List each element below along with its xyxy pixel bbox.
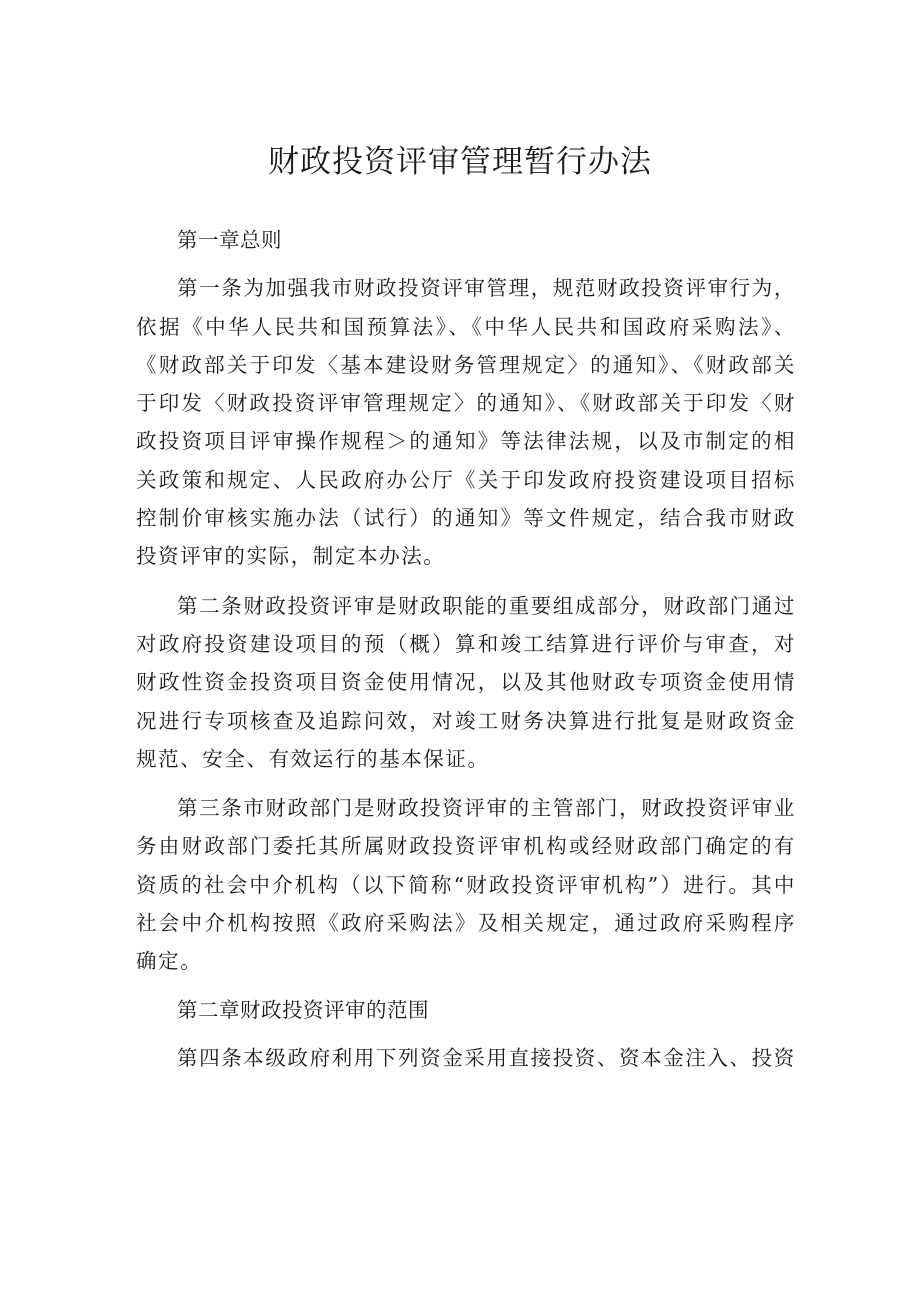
chapter-2-heading: 第二章财政投资评审的范围 (177, 997, 429, 1022)
document-title: 财政投资评审管理暂行办法 (268, 144, 652, 180)
document-body (136, 221, 796, 1077)
chapter-1-heading: 第一章总则 (177, 228, 282, 252)
article-1: 第一条为加强我市财政投资评审管理，规范财政投资评审行为，依据《中华人民共和国预算法》、《中华人民共和国政府采购法》、《财政部关于印发〈基本建设财务管理规定〉的通知》、《财政部关于印发〈财政投资评审管理规定〉的通知》、《财政部关于印发〈财政投资项目评审操作规程＞的通知》等法律法规，以及市制定的相关政策和规定、人民政府办公厅《关于印发政府投资建设项目招标控制价审核实施办法（试行）的通知》等文件规定，结合我市财政投资评审的实际，制定本办法。 (136, 276, 796, 569)
article-4: 第四条本级政府利用下列资金采用直接投资、资本金注入、投资 (177, 1045, 796, 1070)
article-2: 第二条财政投资评审是财政职能的重要组成部分，财政部门通过对政府投资建设项目的预（概）算和竣工结算进行评价与审查，对财政性资金投资项目资金使用情况，以及其他财政专项资金使用情况进行专项核查及追踪问效，对竣工财务决算进行批复是财政资金规范、安全、有效运行的基本保证。 (136, 593, 796, 771)
article-3: 第三条市财政部门是财政投资评审的主管部门，财政投资评审业务由财政部门委托其所属财政投资评审机构或经财政部门确定的有资质的社会中介机构（以下简称“财政投资评审机构”）进行。其中社会中介机构按照《政府采购法》及相关规定，通过政府采购程序确定。 (136, 796, 796, 974)
